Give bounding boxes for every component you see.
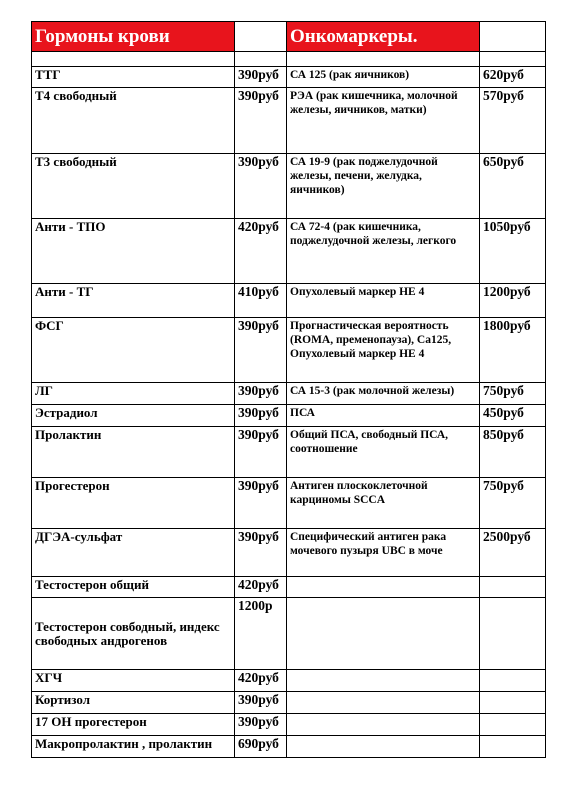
- hormone-name: Анти - ТГ: [32, 284, 235, 318]
- header-row: [32, 22, 546, 52]
- marker-price: [480, 692, 546, 714]
- hormone-price: 390руб: [235, 318, 287, 383]
- marker-name: ПСА: [287, 405, 480, 427]
- hormone-name: Тестостерон общий: [32, 577, 235, 598]
- hormone-price: 390руб: [235, 67, 287, 88]
- marker-price: 1200руб: [480, 284, 546, 318]
- table-row: [32, 284, 546, 318]
- spacer-cell: [32, 52, 235, 67]
- hormone-price: 410руб: [235, 284, 287, 318]
- hormone-name: ХГЧ: [32, 670, 235, 692]
- hormone-name: Тестостерон совбодный, индекс свободных андрогенов: [32, 598, 235, 670]
- marker-name: [287, 692, 480, 714]
- marker-price: 2500руб: [480, 529, 546, 577]
- hormone-name: ФСГ: [32, 318, 235, 383]
- table-row: [32, 670, 546, 692]
- marker-price: [480, 714, 546, 736]
- marker-price: 570руб: [480, 88, 546, 154]
- hormone-price: 390руб: [235, 529, 287, 577]
- hormone-name: Т3 свободный: [32, 154, 235, 219]
- marker-name: Общий ПСА, свободный ПСА, соотношение: [287, 427, 480, 478]
- hormone-name: ЛГ: [32, 383, 235, 405]
- marker-price: [480, 577, 546, 598]
- marker-price: [480, 670, 546, 692]
- marker-price: 850руб: [480, 427, 546, 478]
- table-row: [32, 154, 546, 219]
- marker-name: [287, 598, 480, 670]
- hormone-name: Анти - ТПО: [32, 219, 235, 284]
- marker-price: [480, 598, 546, 670]
- marker-price: 450руб: [480, 405, 546, 427]
- table-row: [32, 88, 546, 154]
- hormone-name: Кортизол: [32, 692, 235, 714]
- hormone-name: ТТГ: [32, 67, 235, 88]
- hormone-name: Эстрадиол: [32, 405, 235, 427]
- spacer-row: [32, 52, 546, 67]
- price-table: [31, 21, 546, 758]
- hormone-price: 420руб: [235, 670, 287, 692]
- table-row: [32, 427, 546, 478]
- table-row: [32, 219, 546, 284]
- table-row: [32, 577, 546, 598]
- marker-price: 1050руб: [480, 219, 546, 284]
- hormone-price: 1200р: [235, 598, 287, 670]
- hormone-name: Т4 свободный: [32, 88, 235, 154]
- marker-name: [287, 577, 480, 598]
- spacer-cell: [235, 52, 287, 67]
- marker-name: Опухолевый маркер НЕ 4: [287, 284, 480, 318]
- hormone-price: 390руб: [235, 692, 287, 714]
- hormones-title: Гормоны крови: [32, 22, 235, 52]
- table-row: [32, 318, 546, 383]
- hormone-name: Макропролактин , пролактин: [32, 736, 235, 758]
- table-row: [32, 383, 546, 405]
- marker-name: РЭА (рак кишечника, молочной железы, яичников, матки): [287, 88, 480, 154]
- hormone-price: 420руб: [235, 577, 287, 598]
- hormone-price: 390руб: [235, 714, 287, 736]
- marker-name: Специфический антиген рака мочевого пузыря UBC в моче: [287, 529, 480, 577]
- header-blank-cell: [235, 22, 287, 52]
- table-row: [32, 736, 546, 758]
- table-row: [32, 714, 546, 736]
- table-row: [32, 692, 546, 714]
- marker-name: СА 72-4 (рак кишечника, поджелудочной железы, легкого: [287, 219, 480, 284]
- hormone-price: 390руб: [235, 405, 287, 427]
- hormone-name: 17 ОН прогестерон: [32, 714, 235, 736]
- marker-name: СА 19-9 (рак поджелудочной железы, печени, желудка, яичников): [287, 154, 480, 219]
- marker-name: СА 125 (рак яичников): [287, 67, 480, 88]
- hormone-price: 390руб: [235, 88, 287, 154]
- marker-name: [287, 736, 480, 758]
- hormone-price: 690руб: [235, 736, 287, 758]
- spacer-cell: [480, 52, 546, 67]
- hormone-price: 390руб: [235, 383, 287, 405]
- hormone-name: Пролактин: [32, 427, 235, 478]
- marker-name: Прогнастическая вероятность (ROMA, пременопауза), Са125, Опухолевый маркер НЕ 4: [287, 318, 480, 383]
- marker-price: 650руб: [480, 154, 546, 219]
- table-row: [32, 67, 546, 88]
- onco-title: Онкомаркеры.: [287, 22, 480, 52]
- marker-name: [287, 670, 480, 692]
- header-blank-cell: [480, 22, 546, 52]
- hormone-name: ДГЭА-сульфат: [32, 529, 235, 577]
- hormone-price: 390руб: [235, 427, 287, 478]
- marker-price: 620руб: [480, 67, 546, 88]
- table-row: [32, 478, 546, 529]
- hormone-price: 390руб: [235, 478, 287, 529]
- marker-price: 750руб: [480, 478, 546, 529]
- marker-price: 750руб: [480, 383, 546, 405]
- marker-name: СА 15-3 (рак молочной железы): [287, 383, 480, 405]
- hormone-price: 390руб: [235, 154, 287, 219]
- spacer-cell: [287, 52, 480, 67]
- marker-name: [287, 714, 480, 736]
- table-row: [32, 598, 546, 670]
- hormone-price: 420руб: [235, 219, 287, 284]
- marker-price: 1800руб: [480, 318, 546, 383]
- marker-name: Антиген плоскоклеточной карциномы SCCA: [287, 478, 480, 529]
- table-row: [32, 405, 546, 427]
- hormone-name: Прогестерон: [32, 478, 235, 529]
- table-row: [32, 529, 546, 577]
- marker-price: [480, 736, 546, 758]
